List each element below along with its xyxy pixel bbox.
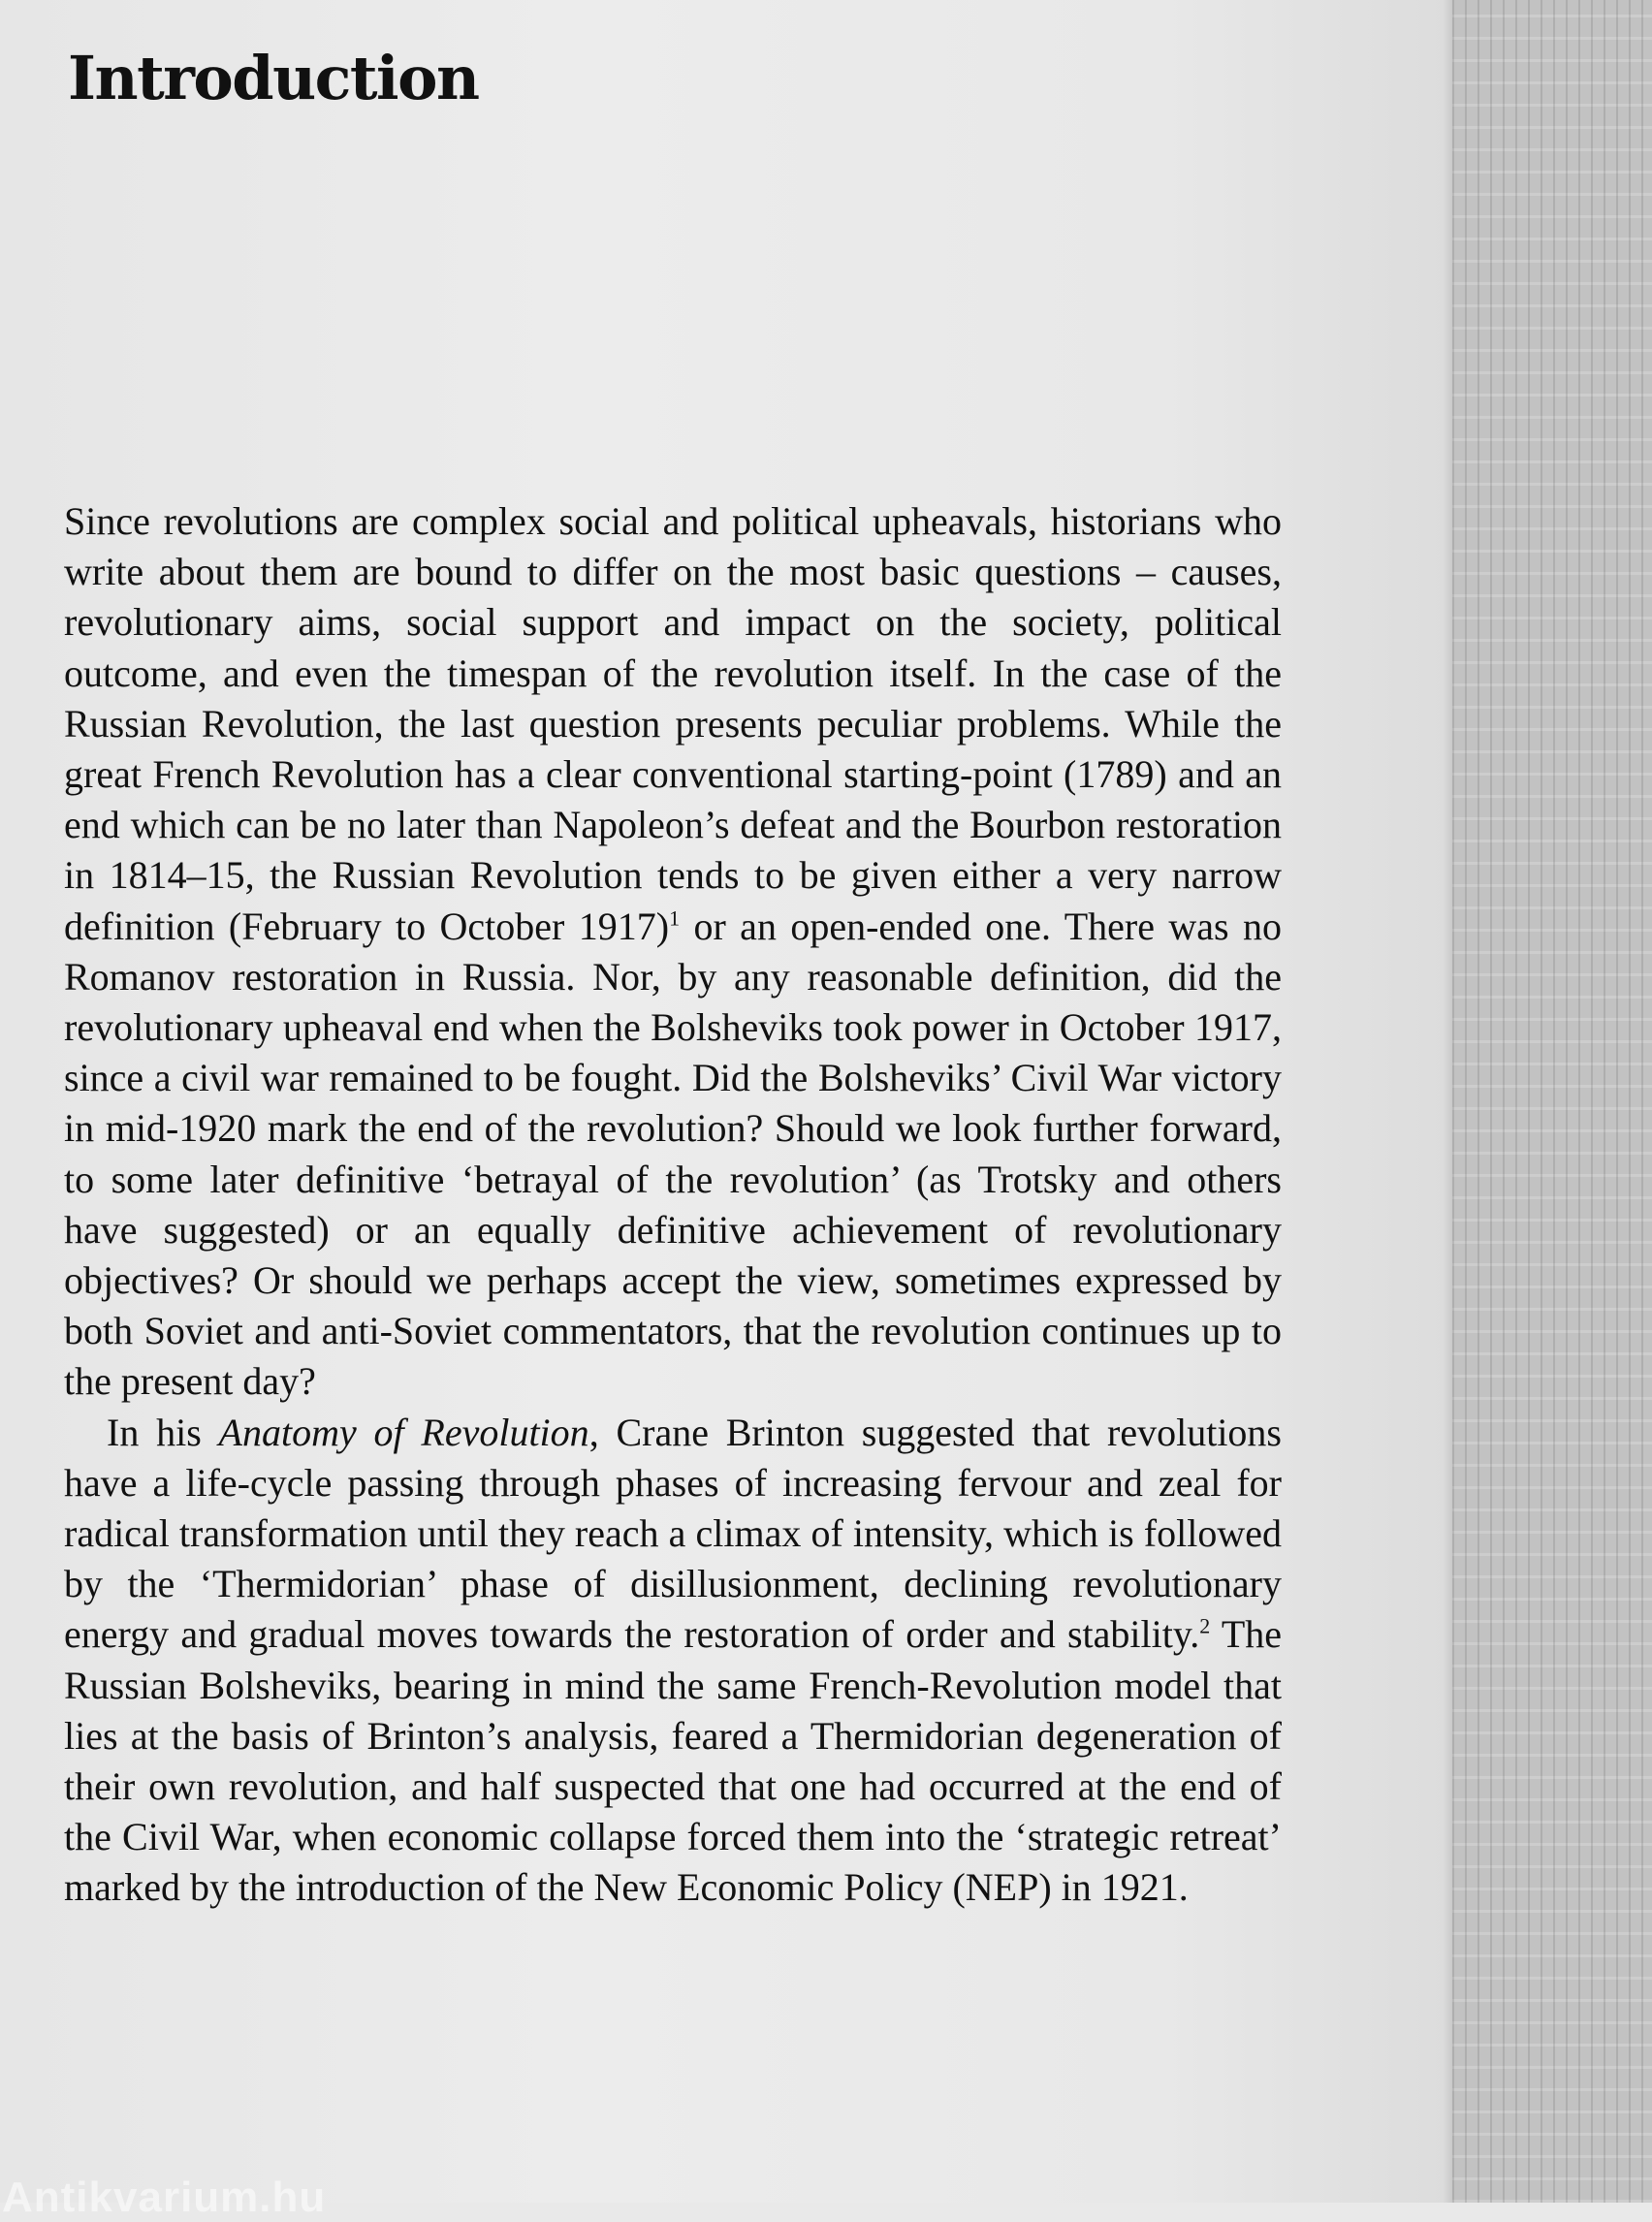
paragraph-1-run-1: Since revolutions are complex social and political upheavals, historians who write about them are bound to differ on the most basic questions – causes, revolutionary aims, social support and impact on the society, political outcome, and even the timespan of the revolution itself. In the case of the Russian Revolution, the last question presents peculiar problems. While the great French Revolution has a clear conventional starting-point (1789) and an end which can be no later than Napoleon’s defeat and the Bourbon restoration in 1814–15, the Russian Revolution tends to be given either a very narrow definition (February to October 1917): [64, 499, 1282, 948]
paragraph-1: [64, 496, 1282, 1408]
paragraph-2-run-1: In his: [107, 1410, 219, 1454]
chapter-title: Introduction: [68, 43, 479, 113]
paragraph-1-run-2: or an open-ended one. There was no Romanov restoration in Russia. Nor, by any reasonable definition, did the revolutionary upheaval end when the Bolsheviks took power in October 1917, since a civil war remained to be fought. Did the Bolsheviks’ Civil War victory in mid-1920 mark the end of the revolution? Should we look further forward, to some later definitive ‘betrayal of the revolution’ (as Trotsky and others have suggested) or an equally definitive achievement of revolutionary objectives? Or should we perhaps accept the view, sometimes expressed by both Soviet and anti-Soviet commentators, that the revolution continues up to the present day?: [64, 904, 1282, 1404]
footnote-ref-2: 2: [1199, 1614, 1211, 1639]
background-surface: [1452, 0, 1652, 2203]
paragraph-2: [64, 1408, 1282, 1914]
watermark: Antikvarium.hu: [2, 2174, 327, 2221]
footnote-ref-1: 1: [669, 905, 681, 931]
body-text: [64, 496, 1282, 1914]
paragraph-2-run-3: The Russian Bolsheviks, bearing in mind the same French-Revolution model that lies at the basis of Brinton’s analysis, feared a Thermidorian degeneration of their own revolution, and half suspected that one had occurred at the end of the Civil War, when economic collapse forced them into the ‘strategic retreat’ marked by the introduction of the New Economic Policy (NEP) in 1921.: [64, 1612, 1283, 1910]
paragraph-2-run-2: , Crane Brinton suggested that revolutions have a life-cycle passing through phases of increasing fervour and zeal for radical transformation until they reach a climax of intensity, which is followed by the ‘Thermidorian’ phase of disillusionment, declining revolutionary energy and gradual moves towards the restoration of order and stability.: [64, 1410, 1282, 1657]
book-title-anatomy-of-revolution: Anatomy of Revolution: [218, 1410, 589, 1454]
